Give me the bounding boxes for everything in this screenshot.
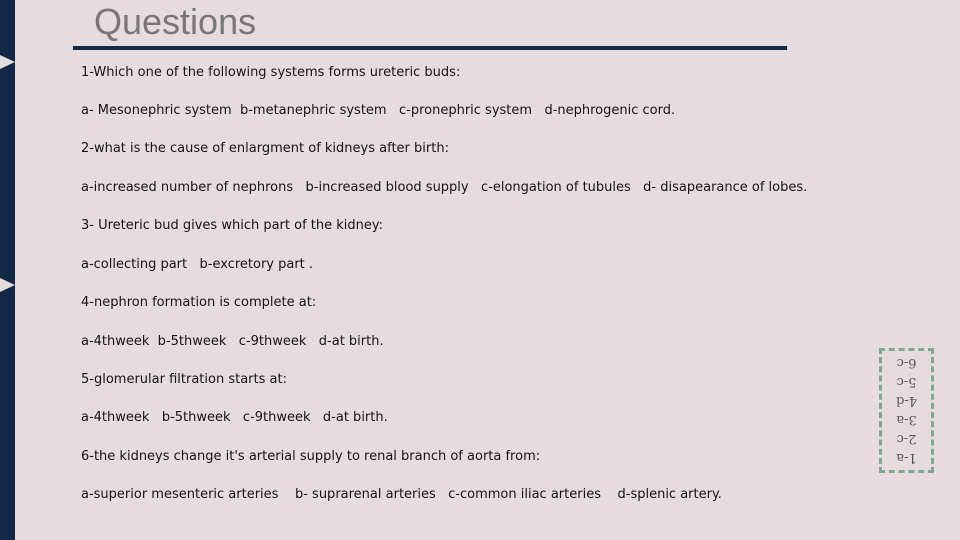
question-4: 4-nephron formation is complete at: xyxy=(81,295,317,310)
answer-5: 5-c xyxy=(896,374,917,390)
answer-2: 2-c xyxy=(896,431,917,447)
left-accent-bar xyxy=(0,0,15,540)
accent-notch xyxy=(0,278,15,292)
page-title: Questions xyxy=(94,1,257,42)
options-4: a-4thweek b-5thweek c-9thweek d-at birth. xyxy=(81,334,384,349)
options-2: a-increased number of nephrons b-increased blood supply c-elongation of tubules d- disapearance of lobes. xyxy=(81,180,808,195)
question-6: 6-the kidneys change it's arterial supply to renal branch of aorta from: xyxy=(81,449,541,464)
answer-key-box xyxy=(879,348,934,473)
options-6: a-superior mesenteric arteries b- suprarenal arteries c-common iliac arteries d-splenic artery. xyxy=(81,487,722,502)
options-1: a- Mesonephric system b-metanephric system c-pronephric system d-nephrogenic cord. xyxy=(81,103,676,118)
answer-6: 6-c xyxy=(896,355,917,371)
options-3: a-collecting part b-excretory part . xyxy=(81,257,314,272)
question-2: 2-what is the cause of enlargment of kidneys after birth: xyxy=(81,141,449,156)
answer-4: 4-d xyxy=(896,393,917,409)
title-underline xyxy=(73,46,787,50)
question-1: 1-Which one of the following systems forms ureteric buds: xyxy=(81,65,461,80)
answer-1: 1-a xyxy=(896,450,917,466)
question-5: 5-glomerular filtration starts at: xyxy=(81,372,287,387)
options-5: a-4thweek b-5thweek c-9thweek d-at birth. xyxy=(81,410,388,425)
question-3: 3- Ureteric bud gives which part of the kidney: xyxy=(81,218,384,233)
answer-key xyxy=(885,354,928,467)
answer-3: 3-a xyxy=(896,412,917,428)
accent-notch xyxy=(0,55,15,69)
